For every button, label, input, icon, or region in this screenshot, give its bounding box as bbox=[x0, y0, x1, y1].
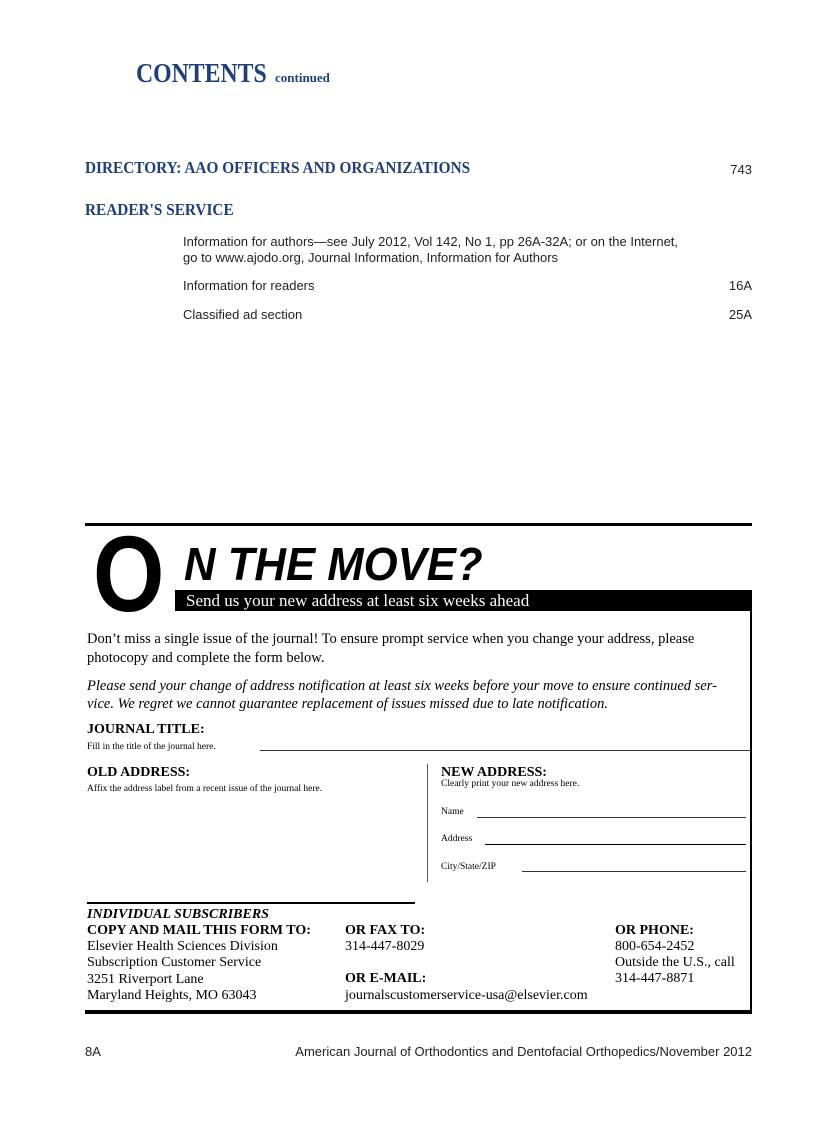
mail-rule bbox=[87, 902, 415, 904]
ad-intro-line1: Don’t miss a single issue of the journal! To ensure prompt service when you change your address, please bbox=[87, 631, 695, 647]
ad-banner-text: Send us your new address at least six weeks ahead bbox=[186, 591, 530, 610]
fax-number: 314-447-8029 bbox=[345, 939, 425, 954]
address-divider bbox=[427, 764, 428, 882]
mail-line: Maryland Heights, MO 63043 bbox=[87, 988, 257, 1003]
ad-notice-line2: vice. We regret we cannot guarantee replacement of issues missed due to late notification. bbox=[87, 696, 608, 712]
ad-bottom-rule bbox=[85, 1010, 752, 1014]
mail-line: 3251 Riverport Lane bbox=[87, 972, 204, 987]
phone-number: 800-654-2452 bbox=[615, 939, 695, 954]
phone-heading: OR PHONE: bbox=[615, 923, 694, 938]
ad-headline: N THE MOVE? bbox=[184, 538, 483, 590]
phone-outside: Outside the U.S., call bbox=[615, 955, 735, 970]
ad-notice-line1: Please send your change of address notification at least six weeks before your move to ensure continued ser- bbox=[87, 678, 717, 694]
old-address-hint: Affix the address label from a recent issue of the journal here. bbox=[87, 784, 323, 794]
new-address-hint: Clearly print your new address here. bbox=[441, 779, 580, 789]
toc-item-readers[interactable]: Information for readers bbox=[183, 278, 315, 293]
journal-title-hint: Fill in the title of the journal here. bbox=[87, 742, 216, 752]
mail-line: Subscription Customer Service bbox=[87, 955, 262, 970]
mail-line: Elsevier Health Sciences Division bbox=[87, 939, 278, 954]
page-title: CONTENTS bbox=[136, 58, 267, 88]
toc-item-classified-page: 25A bbox=[728, 307, 752, 322]
phone-outside-number: 314-447-8871 bbox=[615, 971, 695, 986]
toc-item-authors-line2: go to www.ajodo.org, Journal Information, Information for Authors bbox=[183, 250, 559, 265]
journal-title-field[interactable] bbox=[260, 750, 750, 751]
toc-item-authors-line1: Information for authors—see July 2012, Vol 142, No 1, pp 26A-32A; or on the Internet, bbox=[183, 234, 679, 249]
old-address-label: OLD ADDRESS: bbox=[87, 765, 191, 780]
toc-item-classified[interactable]: Classified ad section bbox=[183, 307, 303, 322]
footer-page-number: 8A bbox=[85, 1044, 101, 1059]
city-field[interactable] bbox=[522, 871, 746, 872]
toc-item-readers-page: 16A bbox=[728, 278, 752, 293]
email-heading: OR E-MAIL: bbox=[345, 971, 427, 986]
journal-title-label: JOURNAL TITLE: bbox=[87, 722, 205, 737]
toc-readers-service: READER'S SERVICE bbox=[85, 200, 234, 219]
ad-top-rule bbox=[85, 523, 752, 526]
fax-heading: OR FAX TO: bbox=[345, 923, 426, 938]
new-address-label: NEW ADDRESS: bbox=[441, 765, 547, 780]
mail-heading1: INDIVIDUAL SUBSCRIBERS bbox=[87, 907, 269, 922]
footer-journal: American Journal of Orthodontics and Dentofacial Orthopedics/November 2012 bbox=[295, 1044, 752, 1059]
mail-heading2: COPY AND MAIL THIS FORM TO: bbox=[87, 923, 311, 938]
ad-big-letter: O bbox=[93, 513, 165, 634]
toc-directory[interactable]: DIRECTORY: AAO OFFICERS AND ORGANIZATIONS bbox=[85, 158, 471, 177]
page-subtitle: continued bbox=[275, 70, 330, 85]
name-field-label: Name bbox=[441, 807, 464, 817]
email-address[interactable]: journalscustomerservice-usa@elsevier.com bbox=[345, 988, 588, 1003]
city-field-label: City/State/ZIP bbox=[441, 862, 496, 872]
toc-directory-page: 743 bbox=[730, 162, 752, 177]
address-field-label: Address bbox=[441, 834, 473, 844]
ad-right-border bbox=[750, 610, 752, 1013]
ad-intro-line2: photocopy and complete the form below. bbox=[87, 650, 325, 666]
name-field[interactable] bbox=[477, 817, 746, 818]
address-field[interactable] bbox=[485, 844, 746, 845]
